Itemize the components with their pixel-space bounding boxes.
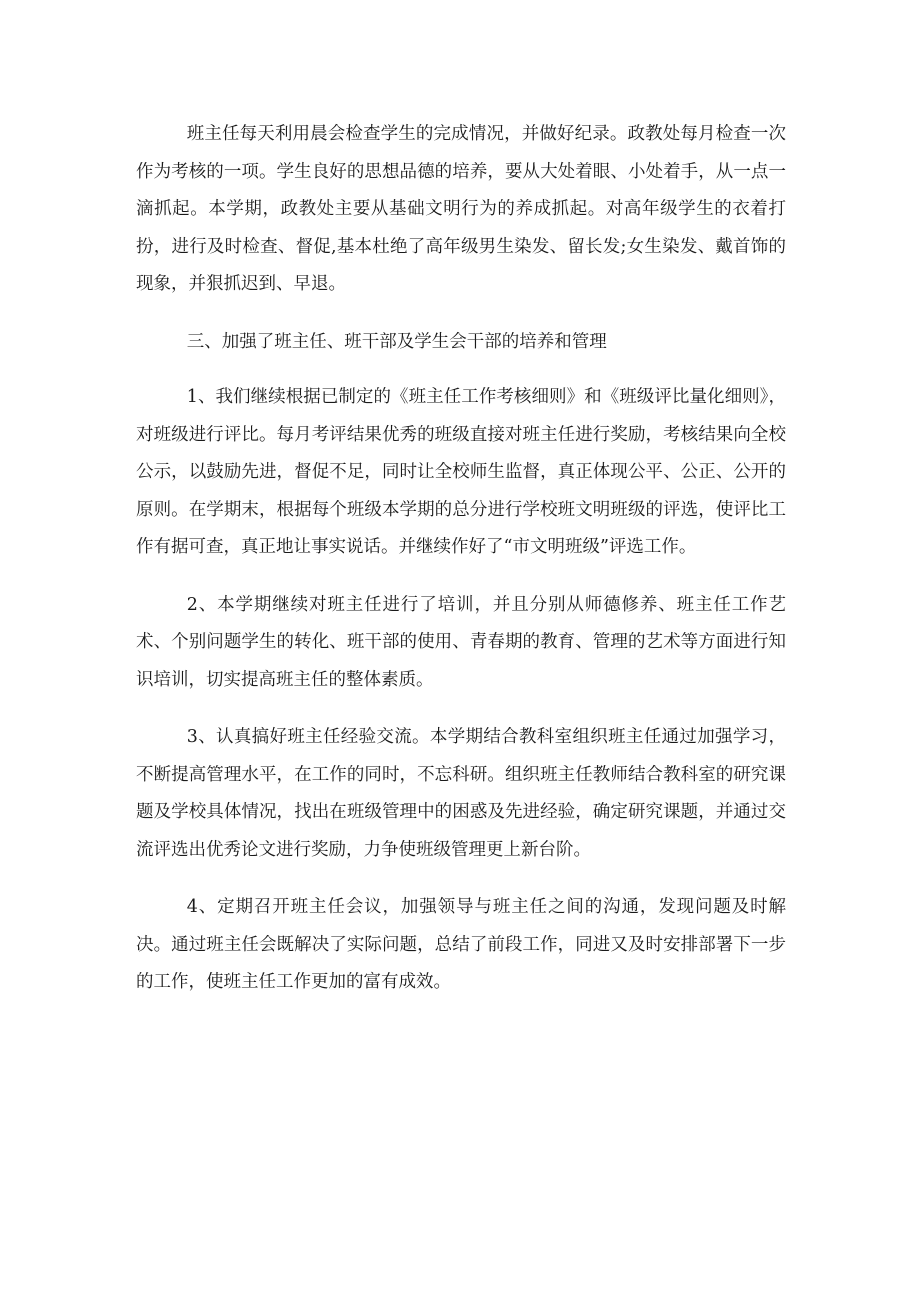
document-body (136, 116, 786, 1022)
paragraph-item-2: 2、本学期继续对班主任进行了培训，并且分别从师德修养、班主任工作艺术、个别问题学生的转化、班干部的使用、青春期的教育、管理的艺术等方面进行知识培训，切实提高班主任的整体素质。 (136, 594, 786, 690)
paragraph-item-4: 4、定期召开班主任会议，加强领导与班主任之间的沟通，发现问题及时解决。通过班主任会既解决了实际问题，总结了前段工作，同进又及时安排部署下一步的工作，使班主任工作更加的富有成效。 (136, 897, 786, 992)
section-heading-3: 三、加强了班主任、班干部及学生会干部的培养和管理 (186, 331, 607, 352)
paragraph-item-1: 1、我们继续根据已制定的《班主任工作考核细则》和《班级评比量化细则》，对班级进行评比。每月考评结果优秀的班级直接对班主任进行奖励，考核结果向全校公示，以鼓励先进，督促不足，同时让全校师生监督，真正体现公平、公正、公开的原则。在学期末，根据每个班级本学期的总分进行学校班文明班级的评选，使评比工作有据可查，真正地让事实说话。并继续作好了“市文明班级”评选工作。 (136, 387, 786, 557)
paragraph-item-3: 3、认真搞好班主任经验交流。本学期结合教科室组织班主任通过加强学习，不断提高管理水平，在工作的同时，不忘科研。组织班主任教师结合教科室的研究课题及学校具体情况，找出在班级管理中的困惑及先进经验，确定研究课题，并通过交流评选出优秀论文进行奖励，力争使班级管理更上新台阶。 (136, 727, 786, 860)
paragraph-morning-check: 班主任每天利用晨会检查学生的完成情况，并做好纪录。政教处每月检查一次作为考核的一项。学生良好的思想品德的培养，要从大处着眼、小处着手，从一点一滴抓起。本学期，政教处主要从基础文明行为的养成抓起。对高年级学生的衣着打扮，进行及时检查、督促,基本杜绝了高年级男生染发、留长发;女生染发、戴首饰的现象，并狠抓迟到、早退。 (136, 124, 786, 294)
